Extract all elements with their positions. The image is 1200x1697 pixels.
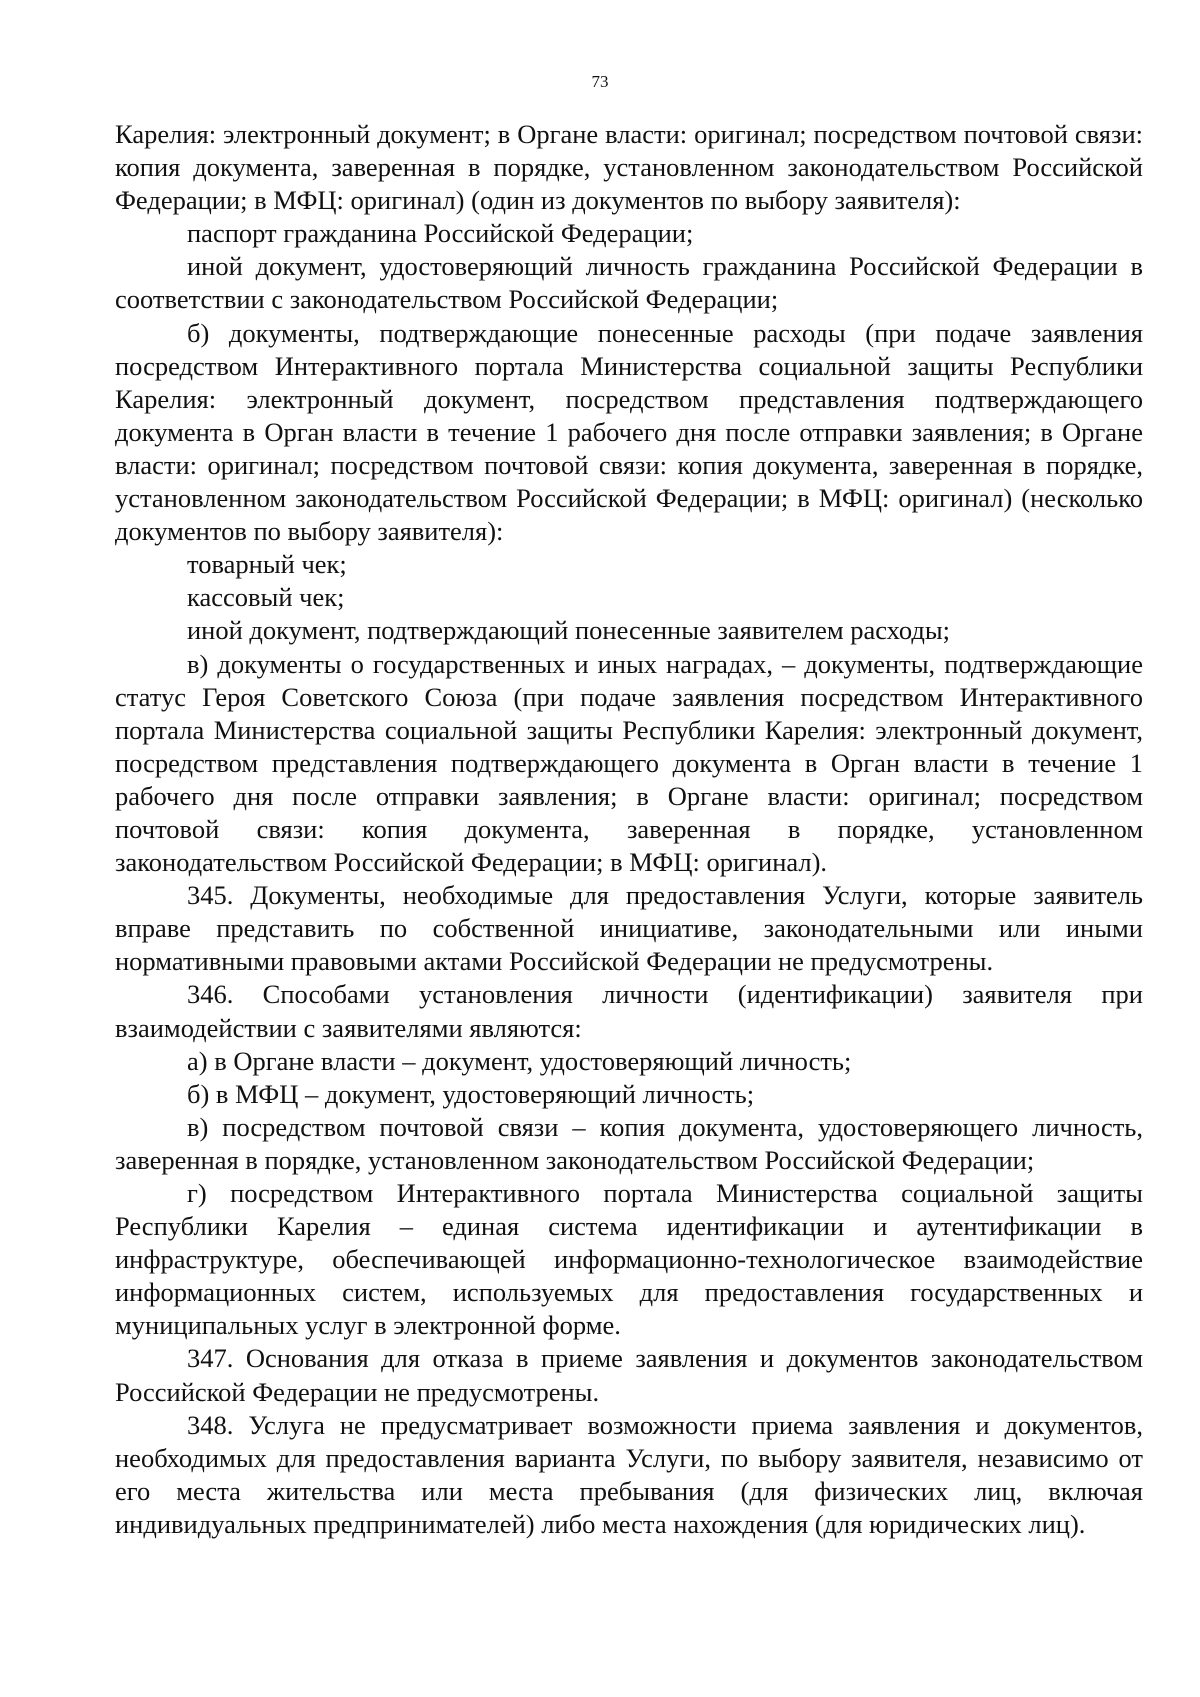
paragraph: 346. Способами установления личности (идентификации) заявителя при взаимодействии с заявителями являются: (115, 979, 1143, 1043)
paragraph: товарный чек; (187, 549, 347, 580)
paragraph: иной документ, удостоверяющий личность гражданина Российской Федерации в соответствии с законодательством Российской Федерации; (115, 251, 1143, 315)
paragraph: в) документы о государственных и иных наградах, – документы, подтверждающие статус Героя Советского Союза (при подаче заявления посредством Интерактивного портала Министерства социальной защиты Республики Карелия: электронный документ, посредством представления подтверждающего документа в Орган власти в течение 1 рабочего дня после отправки заявления; в Органе власти: оригинал; посредством почтовой связи: копия документа, заверенная в порядке, установленном законодательством Российской Федерации; в МФЦ: оригинал). (115, 648, 1143, 878)
paragraph: а) в Органе власти – документ, удостоверяющий личность; (187, 1045, 852, 1076)
paragraph: б) документы, подтверждающие понесенные расходы (при подаче заявления посредством Интерактивного портала Министерства социальной защиты Республики Карелия: электронный документ, посредством представления подтверждающего документа в Орган власти в течение 1 рабочего дня после отправки заявления; в Органе власти: оригинал; посредством почтовой связи: копия документа, заверенная в порядке, установленном законодательством Российской Федерации; в МФЦ: оригинал) (несколько документов по выбору заявителя): (115, 317, 1143, 547)
page-number: 73 (591, 72, 609, 91)
paragraph: иной документ, подтверждающий понесенные заявителем расходы; (187, 615, 951, 646)
paragraph: 348. Услуга не предусматривает возможности приема заявления и документов, необходимых для предоставления варианта Услуги, по выбору заявителя, независимо от его места жительства или места пребывания (для физических лиц, включая индивидуальных предпринимателей) либо места нахождения (для юридических лиц). (115, 1409, 1143, 1539)
paragraph: 347. Основания для отказа в приеме заявления и документов законодательством Российской Федерации не предусмотрены. (115, 1343, 1143, 1407)
paragraph: б) в МФЦ – документ, удостоверяющий личность; (187, 1078, 755, 1109)
paragraph: г) посредством Интерактивного портала Министерства социальной защиты Республики Карелия – единая система идентификации и аутентификации в инфраструктуре, обеспечивающей информационно-технологическое взаимодействие информационных систем, используемых для предоставления государственных и муниципальных услуг в электронной форме. (115, 1178, 1143, 1341)
paragraph: Карелия: электронный документ; в Органе власти: оригинал; посредством почтовой связи: копия документа, заверенная в порядке, установленном законодательством Российской Федерации; в МФЦ: оригинал) (один из документов по выбору заявителя): (115, 119, 1143, 216)
paragraph: паспорт гражданина Российской Федерации; (187, 218, 694, 249)
paragraph: кассовый чек; (187, 582, 345, 613)
document-body (115, 118, 1143, 1541)
paragraph: в) посредством почтовой связи – копия документа, удостоверяющего личность, заверенная в порядке, установленном законодательством Российской Федерации; (115, 1111, 1143, 1175)
paragraph: 345. Документы, необходимые для предоставления Услуги, которые заявитель вправе представить по собственной инициативе, законодательными или иными нормативными правовыми актами Российской Федерации не предусмотрены. (115, 880, 1143, 977)
